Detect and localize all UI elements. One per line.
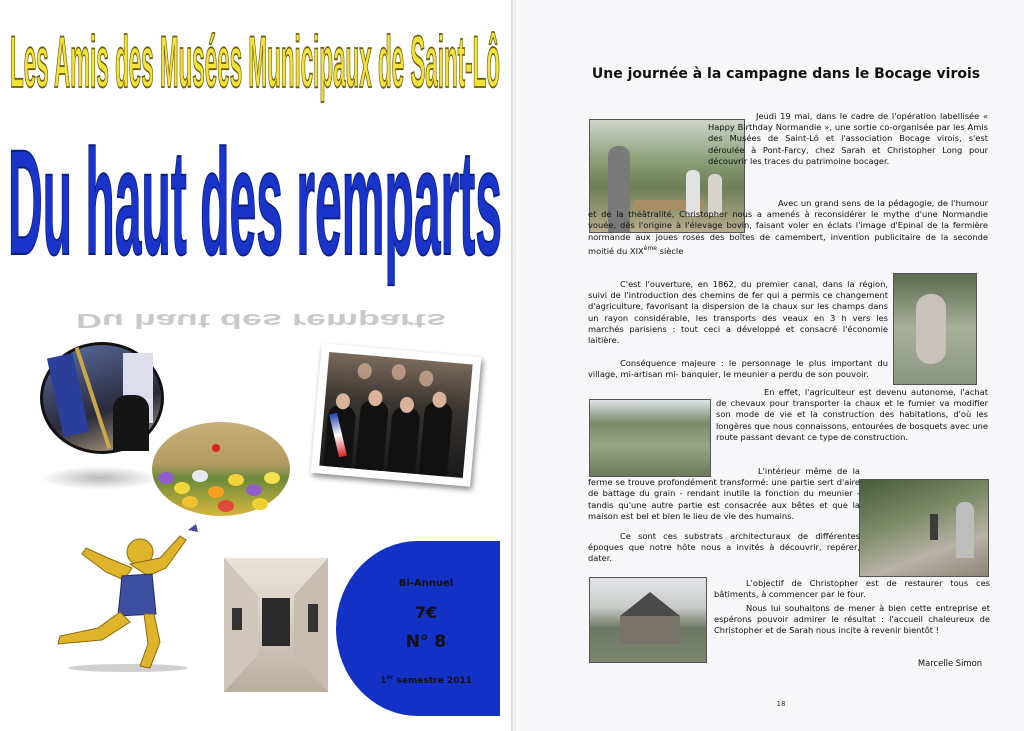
golden-statue-illustration — [48, 518, 208, 674]
officials-photo — [311, 343, 482, 486]
gallery-photo — [224, 558, 328, 692]
article-author: Marcelle Simon — [917, 658, 982, 668]
issue-semester: 1er semestre 2011 — [380, 674, 472, 686]
magazine-title-reflection: Du haut des remparts — [76, 309, 446, 333]
page-number: 18 — [776, 700, 786, 708]
path-photo — [860, 480, 988, 576]
article-paragraph-2: Avec un grand sens de la pédagogie, de l'humour et de la théâtralité, Christopher nous a amenés à reconsidérer le mythe d'une Normandie vouée, dès l'origine à l'élevage bovin, faisant voler en éclats l'image d'Epinal de la fermière normande aux joues roses des boîtes de camembert, invention publicitaire de la seconde moitié du XIXème siècle — [588, 198, 988, 256]
article-paragraph-5: En effet, l'agriculteur est devenu autonome, l'achat de chevaux pour transporter la chaux et le fumier va modifier son mode de vie et la construction des habitations, d'où les longères que nous connaissons, entourées de bosquets avec une route passant devant ce type de construction. — [716, 387, 988, 442]
svg-text:Du haut des remparts: Du haut des remparts — [8, 118, 502, 286]
issue-info — [366, 566, 486, 701]
article-paragraph-1: Jeudi 19 mai, dans le cadre de l'opération labellisée « Happy Birthday Normandie », une sortie co-organisée par les Amis des Musées de Saint-Lô et l'association Bocage virois, s'est déroulée à Pont-Farcy, chez Sarah et Christopher Long pour découvrir les traces du patrimoine bocager. — [708, 111, 988, 166]
article-paragraph-8: L'objectif de Christopher est de restaurer tous ces bâtiments, à commencer par le four. — [714, 578, 990, 600]
hand-photo — [894, 274, 976, 384]
issue-price: 7€ — [414, 603, 438, 622]
flowers-photo — [152, 422, 290, 516]
oval-shadow — [40, 466, 160, 490]
barn-photo — [590, 578, 706, 662]
association-title — [8, 2, 503, 104]
issue-periodicity: Bi-Annuel — [398, 578, 454, 589]
svg-text:Les Amis des Musées Municipaux: Les Amis des Musées Municipaux de Saint-Lô — [10, 20, 501, 104]
article-paragraph-9: Nous lui souhaitons de mener à bien cette entreprise et espérons pouvoir admirer le résultat : l'accueil chaleureux de Christopher et de Sarah nous incite à revenir bientôt ! — [714, 603, 990, 636]
field-photo — [590, 400, 710, 476]
magazine-title — [6, 96, 506, 333]
article-title: Une journée à la campagne dans le Bocage virois — [591, 66, 981, 82]
article-paragraph-6: L'intérieur même de la ferme se trouve profondément transformé: une partie sert d'aire de battage du grain - rendant inutile la fonction du meunier - tandis qu'une autre partie est consacrée aux bêtes et que la maison est bel et bien le lieu de vie des humains. — [588, 466, 860, 521]
ceremony-photo — [40, 342, 164, 454]
article-paragraph-7: Ce sont ces substrats architecturaux de différentes époques que notre hôte nous a invités à découvrir, repérer, dater. — [588, 531, 860, 564]
issue-number: N° 8 — [405, 632, 447, 652]
article-paragraph-3: C'est l'ouverture, en 1862, du premier canal, dans la région, suivi de l'introduction des chemins de fer qui a permis ce changement d'agriculture, favorisant la dispersion de la chaux sur les champs dans un rayon considérable, les transports des veaux en 3 h vers les marchés parisiens : tout ceci a développé et consacré l'économie laitière. — [588, 279, 888, 346]
article-page — [516, 0, 1024, 731]
article-paragraph-4: Conséquence majeure : le personnage le plus important du village, mi-artisan mi- banquier, le meunier a perdu de son pouvoir. — [588, 358, 888, 380]
